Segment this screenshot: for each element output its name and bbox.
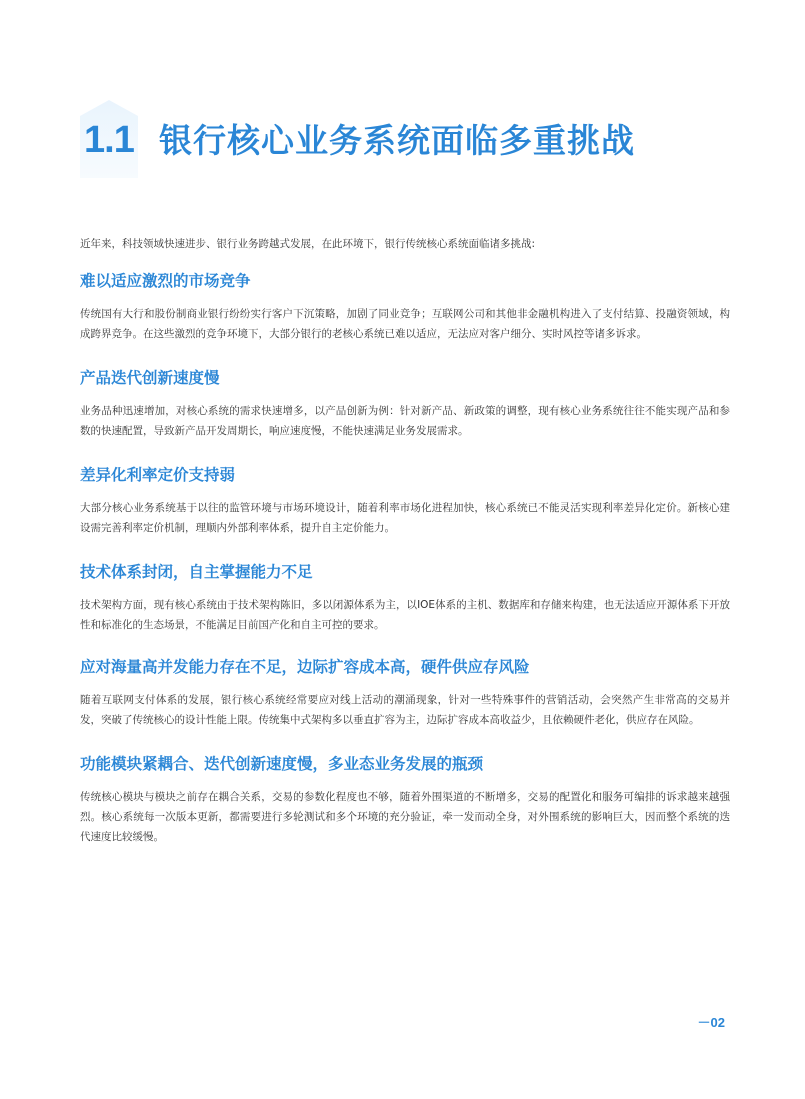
challenge-section-concurrency: [80, 656, 730, 730]
section-body: 业务品种迅速增加，对核心系统的需求快速增多，以产品创新为例：针对新产品、新政策的调整，现有核心业务系统往往不能实现产品和参数的快速配置，导致新产品开发周期长，响应速度慢，不能快速满足业务发展需求。: [80, 405, 730, 437]
section-body: 传统国有大行和股份制商业银行纷纷实行客户下沉策略，加剧了同业竞争；互联网公司和其他非金融机构进入了支付结算、投融资领域，构成跨界竞争。在这些激烈的竞争环境下，大部分银行的老核心系统已难以适应，无法应对客户细分、实时风控等诸多诉求。: [80, 308, 730, 340]
section-heading: 功能模块紧耦合、迭代创新速度慢，多业态业务发展的瓶颈: [80, 755, 484, 773]
challenge-section-pricing: [80, 464, 730, 538]
section-heading: 差异化利率定价支持弱: [80, 466, 236, 484]
page-title: 银行核心业务系统面临多重挑战: [159, 121, 635, 160]
section-heading: 产品迭代创新速度慢: [80, 369, 220, 387]
challenge-section-market: [80, 270, 730, 344]
challenge-section-coupling: [80, 753, 730, 847]
challenge-section-technology: [80, 561, 730, 635]
intro-paragraph: 近年来，科技领域快速进步、银行业务跨越式发展，在此环境下，银行传统核心系统面临诸多挑战:: [80, 237, 536, 250]
section-body: 传统核心模块与模块之前存在耦合关系，交易的参数化程度也不够，随着外围渠道的不断增多，交易的配置化和服务可编排的诉求越来越强烈。核心系统每一次版本更新，都需要进行多轮测试和多个环境的充分验证，牵一发而动全身，对外围系统的影响巨大，因而整个系统的迭代速度比较缓慢。: [80, 791, 730, 843]
page-number: －02: [697, 1015, 725, 1030]
section-body: 随着互联网支付体系的发展，银行核心系统经常要应对线上活动的潮涌现象，针对一些特殊事件的营销活动，会突然产生非常高的交易并发，突破了传统核心的设计性能上限。传统集中式架构多以垂直扩容为主，边际扩容成本高收益少，且依赖硬件老化，供应存在风险。: [80, 694, 730, 726]
section-body: 技术架构方面，现有核心系统由于技术架构陈旧，多以闭源体系为主，以IOE体系的主机、数据库和存储来构建，也无法适应开源体系下开放性和标准化的生态场景，不能满足目前国产化和自主可控的要求。: [80, 599, 730, 631]
section-heading: 技术体系封闭，自主掌握能力不足: [80, 563, 313, 581]
section-body: 大部分核心业务系统基于以往的监管环境与市场环境设计，随着利率市场化进程加快，核心系统已不能灵活实现利率差异化定价。新核心建设需完善利率定价机制，理顺内外部利率体系，提升自主定价能力。: [80, 502, 730, 534]
section-number: 1.1: [84, 119, 134, 161]
section-heading: 难以适应激烈的市场竞争: [80, 272, 251, 290]
section-heading: 应对海量高并发能力存在不足，边际扩容成本高，硬件供应存风险: [80, 658, 530, 676]
challenge-section-product: [80, 367, 730, 441]
